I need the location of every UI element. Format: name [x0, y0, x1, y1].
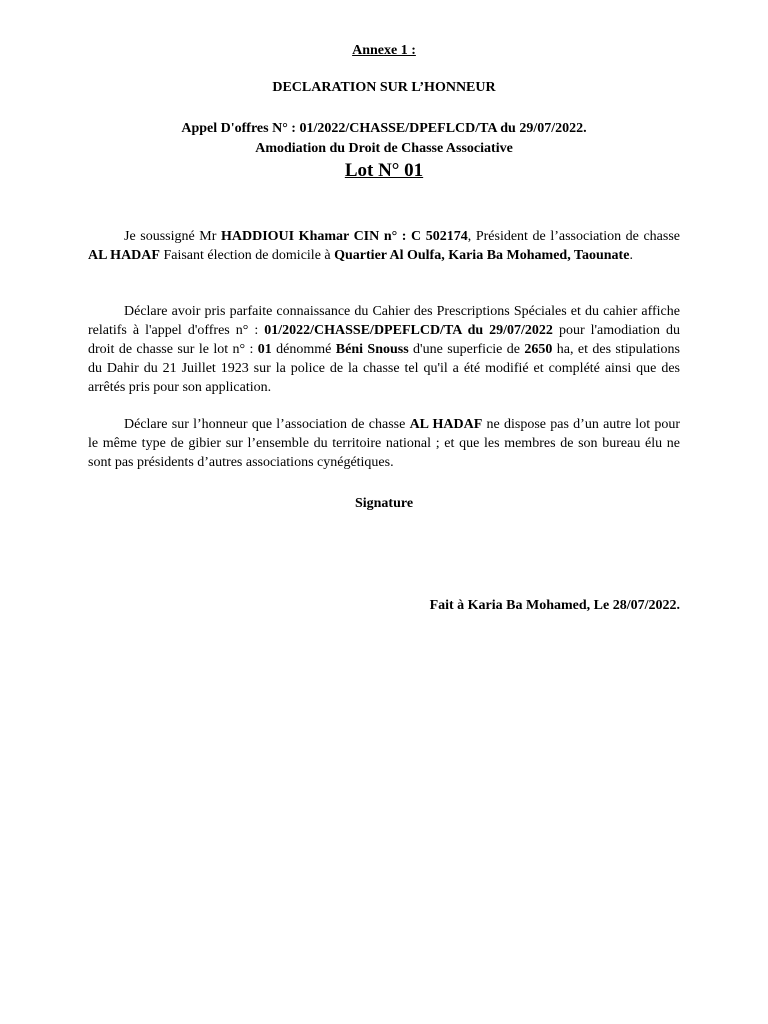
text-span: dénommé	[271, 342, 336, 357]
text-span: Déclare avoir pris parfaite connaissance du Cahier des Prescriptions Spéciales et du cahier affiche relatifs à l'appel d'offres n° :	[88, 304, 680, 338]
lot-number-inline: 01	[257, 342, 272, 357]
honour-paragraph	[88, 415, 680, 472]
lot-number: Lot N° 01	[344, 160, 424, 181]
text-span: ne dispose pas d’un autre lot pour le même type de gibier sur l’ensemble du territoire national ; et que les membres de son bureau élu ne sont pas présidents d’autres associations cynégétiques.	[88, 417, 680, 470]
tender-reference: Appel D'offres N° : 01/2022/CHASSE/DPEFLCD/TA du 29/07/2022.	[181, 121, 587, 136]
text-span: , Président de l’association de chasse	[467, 229, 681, 244]
declarant-name-cin: HADDIOUI Khamar CIN n° : C 502174	[220, 229, 468, 244]
signature-label: Signature	[354, 496, 414, 511]
text-span: Je soussigné Mr	[124, 229, 221, 244]
annex-heading: Annexe 1 :	[352, 43, 416, 58]
association-name: AL HADAF	[409, 417, 483, 432]
text-span: Faisant élection de domicile à	[159, 248, 335, 263]
text-span: d'une superficie de	[408, 342, 525, 357]
association-name: AL HADAF	[88, 248, 160, 263]
declarant-paragraph	[88, 227, 680, 265]
lot-name: Béni Snouss	[335, 342, 409, 357]
domicile-address: Quartier Al Oulfa, Karia Ba Mohamed, Taounate	[334, 248, 630, 263]
text-span: .	[629, 248, 633, 263]
acknowledgement-paragraph	[88, 302, 680, 397]
text-span: pour l'amodiation du droit de chasse sur le lot n° :	[88, 323, 681, 357]
text-span: Déclare sur l’honneur que l’association de chasse	[124, 417, 410, 432]
subject-line: Amodiation du Droit de Chasse Associative	[255, 141, 513, 156]
text-span: ha, et des stipulations du Dahir du 21 Juillet 1923 sur la police de la chasse tel qu'il a été modifié et complété ainsi que des arrêtés pris pour son application.	[88, 342, 680, 395]
declaration-title: DECLARATION SUR L’HONNEUR	[272, 80, 496, 95]
tender-ref-inline: 01/2022/CHASSE/DPEFLCD/TA du 29/07/2022	[264, 323, 553, 338]
lot-area: 2650	[524, 342, 553, 357]
place-and-date: Fait à Karia Ba Mohamed, Le 28/07/2022.	[429, 598, 680, 613]
